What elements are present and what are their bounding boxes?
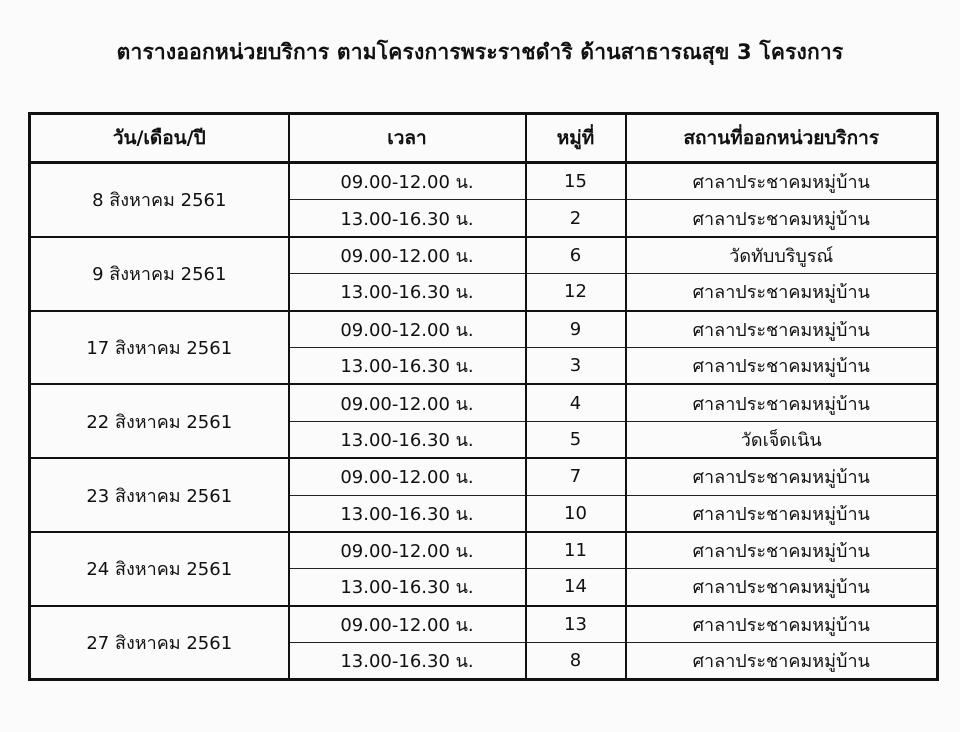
table-row [30, 384, 938, 421]
moo-cell: 5 [526, 421, 626, 458]
table-row [30, 532, 938, 569]
moo-cell: 11 [526, 532, 626, 569]
time-cell: 09.00-12.00 น. [289, 163, 526, 200]
date-cell: 17 สิงหาคม 2561 [30, 311, 289, 385]
place-cell: วัดเจ็ดเนิน [626, 421, 938, 458]
date-cell: 27 สิงหาคม 2561 [30, 606, 289, 680]
time-cell: 13.00-16.30 น. [289, 495, 526, 532]
time-cell: 13.00-16.30 น. [289, 569, 526, 606]
place-cell: ศาลาประชาคมหมู่บ้าน [626, 200, 938, 237]
time-cell: 13.00-16.30 น. [289, 347, 526, 384]
time-cell: 09.00-12.00 น. [289, 237, 526, 274]
table-row [30, 163, 938, 200]
moo-cell: 12 [526, 274, 626, 311]
place-cell: ศาลาประชาคมหมู่บ้าน [626, 347, 938, 384]
place-cell: วัดทับบริบูรณ์ [626, 237, 938, 274]
header-moo: หมู่ที่ [526, 114, 626, 163]
place-cell: ศาลาประชาคมหมู่บ้าน [626, 495, 938, 532]
table-row [30, 606, 938, 643]
date-cell: 22 สิงหาคม 2561 [30, 384, 289, 458]
table-row [30, 311, 938, 348]
header-date: วัน/เดือน/ปี [30, 114, 289, 163]
time-cell: 09.00-12.00 น. [289, 606, 526, 643]
time-cell: 13.00-16.30 น. [289, 421, 526, 458]
moo-cell: 4 [526, 384, 626, 421]
moo-cell: 8 [526, 643, 626, 680]
moo-cell: 10 [526, 495, 626, 532]
schedule-table [28, 112, 939, 681]
place-cell: ศาลาประชาคมหมู่บ้าน [626, 643, 938, 680]
table-header-row [30, 114, 938, 163]
time-cell: 09.00-12.00 น. [289, 458, 526, 495]
time-cell: 13.00-16.30 น. [289, 643, 526, 680]
time-cell: 09.00-12.00 น. [289, 532, 526, 569]
header-place: สถานที่ออกหน่วยบริการ [626, 114, 938, 163]
place-cell: ศาลาประชาคมหมู่บ้าน [626, 163, 938, 200]
time-cell: 13.00-16.30 น. [289, 200, 526, 237]
moo-cell: 3 [526, 347, 626, 384]
moo-cell: 9 [526, 311, 626, 348]
header-time: เวลา [289, 114, 526, 163]
place-cell: ศาลาประชาคมหมู่บ้าน [626, 569, 938, 606]
date-cell: 23 สิงหาคม 2561 [30, 458, 289, 532]
moo-cell: 7 [526, 458, 626, 495]
schedule-body [30, 163, 938, 680]
place-cell: ศาลาประชาคมหมู่บ้าน [626, 532, 938, 569]
place-cell: ศาลาประชาคมหมู่บ้าน [626, 384, 938, 421]
place-cell: ศาลาประชาคมหมู่บ้าน [626, 311, 938, 348]
time-cell: 09.00-12.00 น. [289, 311, 526, 348]
table-row [30, 458, 938, 495]
time-cell: 13.00-16.30 น. [289, 274, 526, 311]
moo-cell: 13 [526, 606, 626, 643]
date-cell: 8 สิงหาคม 2561 [30, 163, 289, 237]
moo-cell: 14 [526, 569, 626, 606]
date-cell: 24 สิงหาคม 2561 [30, 532, 289, 606]
place-cell: ศาลาประชาคมหมู่บ้าน [626, 274, 938, 311]
moo-cell: 15 [526, 163, 626, 200]
place-cell: ศาลาประชาคมหมู่บ้าน [626, 606, 938, 643]
document-title: ตารางออกหน่วยบริการ ตามโครงการพระราชดำริ ด้านสาธารณสุข 3 โครงการ [116, 40, 844, 64]
place-cell: ศาลาประชาคมหมู่บ้าน [626, 458, 938, 495]
table-row [30, 237, 938, 274]
time-cell: 09.00-12.00 น. [289, 384, 526, 421]
moo-cell: 2 [526, 200, 626, 237]
date-cell: 9 สิงหาคม 2561 [30, 237, 289, 311]
moo-cell: 6 [526, 237, 626, 274]
